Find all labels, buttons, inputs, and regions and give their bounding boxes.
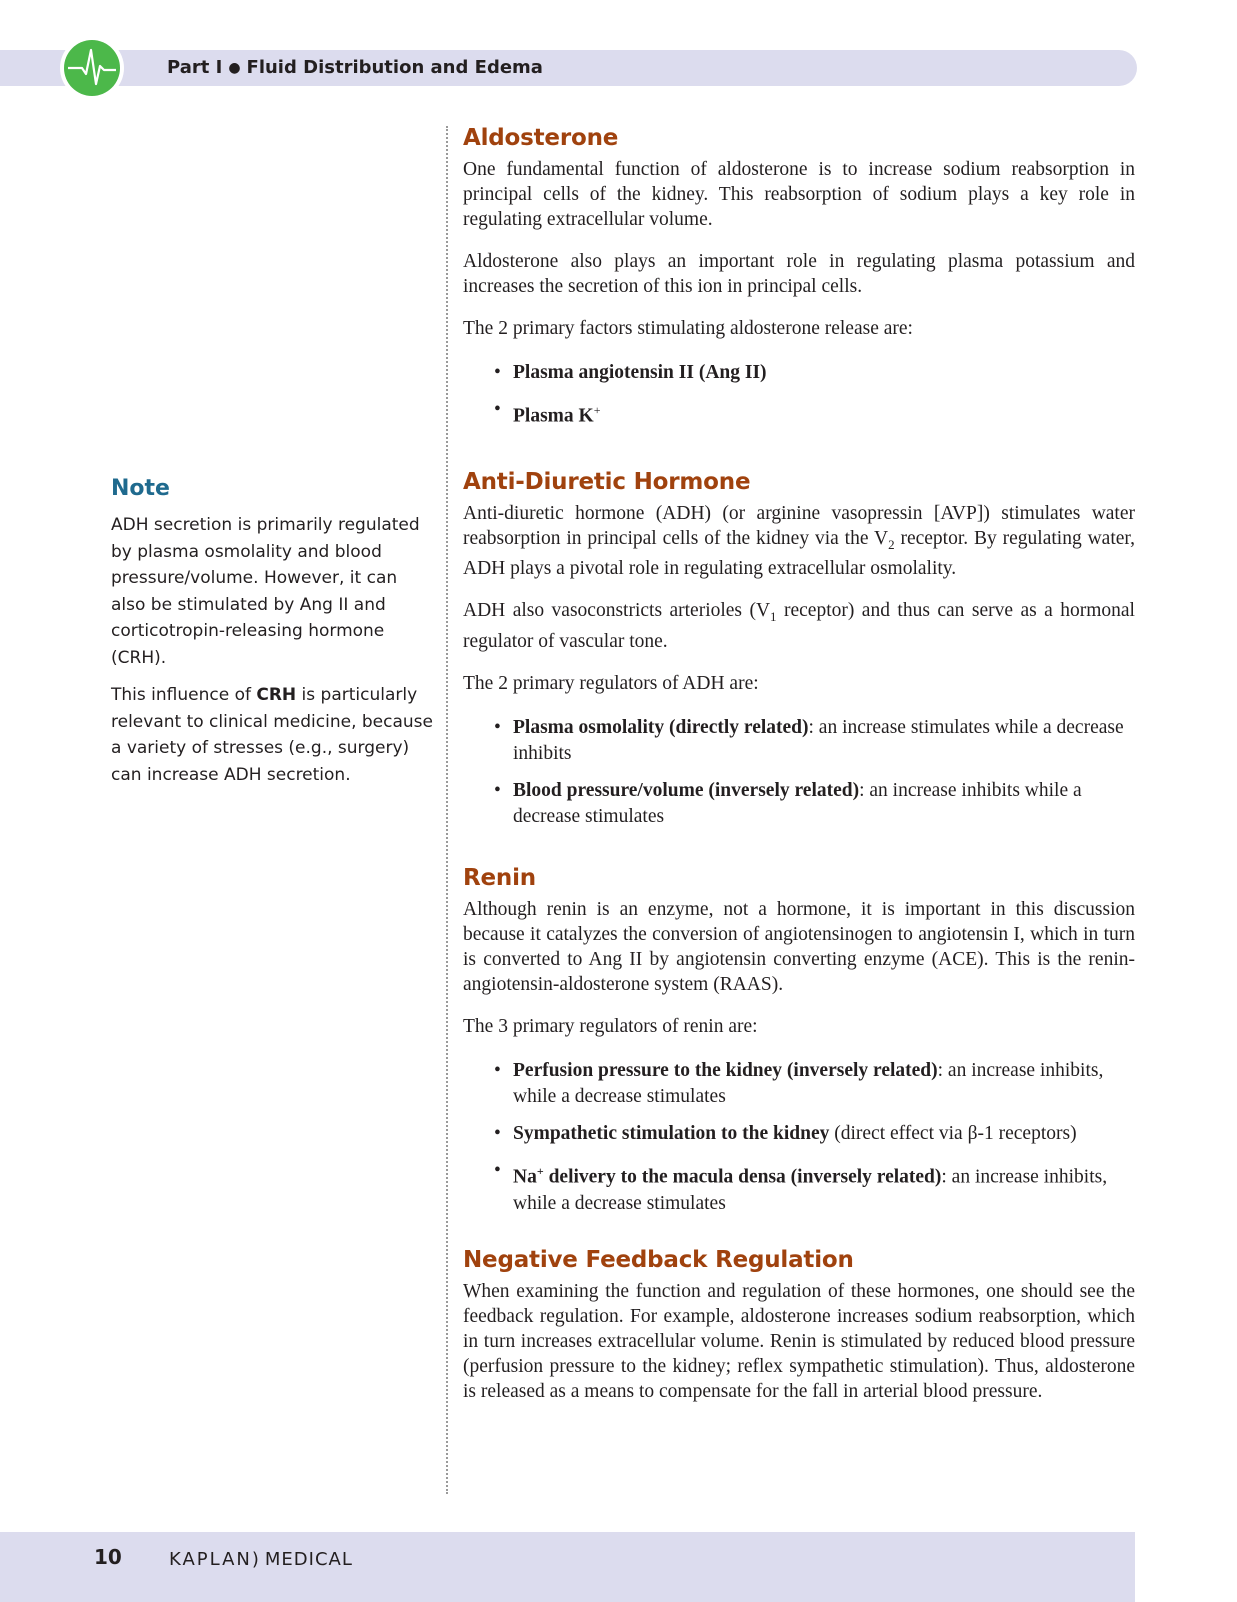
heading-adh: Anti-Diuretic Hormone: [463, 468, 751, 495]
bullet-list: [463, 715, 1135, 830]
paragraph: One fundamental function of aldosterone is to increase sodium reabsorption in principal cells of the kidney. This reabsorption of sodium plays a key role in regulating extracellular volume.: [463, 159, 1135, 230]
list-item: • Perfusion pressure to the kidney (inversely related): an increase inhibits, while a decrease stimulates: [513, 1058, 1135, 1110]
page-number: 10: [94, 1545, 122, 1569]
chapter-title: Fluid Distribution and Edema: [246, 57, 543, 78]
main-column: [463, 123, 1135, 1421]
list-item: • Plasma osmolality (directly related): an increase stimulates while a decrease inhibits: [513, 715, 1135, 767]
paragraph: Aldosterone also plays an important role in regulating plasma potassium and increases the secretion of this ion in principal cells.: [463, 251, 1135, 297]
brand-paren-icon: ): [251, 1549, 259, 1570]
running-header: [167, 57, 543, 78]
paragraph: The 2 primary factors stimulating aldosterone release are:: [463, 318, 913, 339]
list-item: • Plasma K+: [513, 397, 1135, 430]
list-item: • Plasma angiotensin II (Ang II): [513, 360, 1135, 386]
paragraph: The 3 primary regulators of renin are:: [463, 1016, 758, 1038]
note-sidebar: [111, 474, 436, 799]
bullet-list: [463, 360, 1135, 430]
section-aldosterone: [463, 123, 1135, 430]
list-item: • Sympathetic stimulation to the kidney (direct effect via β-1 receptors): [513, 1121, 1135, 1147]
brand-name: KAPLAN: [169, 1549, 252, 1570]
bullet-separator-icon: ●: [228, 60, 241, 76]
list-item: • Na+ delivery to the macula densa (inversely related): an increase inhibits, while a decrease stimulates: [513, 1158, 1135, 1217]
heading-aldosterone: Aldosterone: [463, 125, 619, 151]
section-renin: [463, 863, 1135, 1217]
column-divider: [446, 126, 448, 1494]
heading-renin: Renin: [463, 865, 536, 892]
note-title: Note: [111, 476, 170, 501]
paragraph: ADH also vasoconstricts arterioles ($V_1$ receptor) and thus can serve as a hormonal regulator of vascular tone.: [463, 600, 1135, 653]
note-paragraph-1: ADH secretion is primarily regulated by plasma osmolality and blood pressure/volume. However, it can also be stimulated by Ang II and corticotropin-releasing hormone (CRH).: [111, 515, 420, 668]
part-label: Part I: [167, 57, 223, 78]
section-feedback: [463, 1245, 1135, 1404]
kaplan-medical-logo: [169, 1549, 353, 1570]
note-paragraph-2: This influence of CRH is particularly relevant to clinical medicine, because a variety of stresses (e.g., surgery) can increase ADH secretion.: [111, 685, 433, 785]
paragraph: When examining the function and regulation of these hormones, one should see the feedback regulation. For example, aldosterone increases sodium reabsorption, which in turn increases extracellular volume. Renin is stimulated by reduced blood pressure (perfusion pressure to the kidney; reflex sympathetic stimulation). Thus, aldosterone is released as a means to compensate for the fall in arterial blood pressure.: [463, 1280, 1135, 1402]
heartbeat-logo-icon: [60, 36, 124, 100]
section-adh: [463, 467, 1135, 831]
paragraph: Anti-diuretic hormone (ADH) (or arginine vasopressin [AVP]) stimulates water reabsorption in principal cells of the kidney via the $V_2$ receptor. By regulating water, ADH plays a pivotal role in regulating extracellular osmolality.: [463, 502, 1135, 580]
brand-sub: MEDICAL: [264, 1549, 353, 1570]
paragraph: The 2 primary regulators of ADH are:: [463, 673, 759, 695]
list-item: • Blood pressure/volume (inversely related): an increase inhibits while a decrease stimulates: [513, 778, 1135, 830]
bullet-list: [463, 1058, 1135, 1217]
heading-feedback: Negative Feedback Regulation: [463, 1246, 854, 1273]
paragraph: Although renin is an enzyme, not a hormone, it is important in this discussion because it catalyzes the conversion of angiotensinogen to angiotensin I, which in turn is converted to Ang II by angiotensin converting enzyme (ACE). This is the renin-angiotensin-aldosterone system (RAAS).: [463, 899, 1135, 996]
